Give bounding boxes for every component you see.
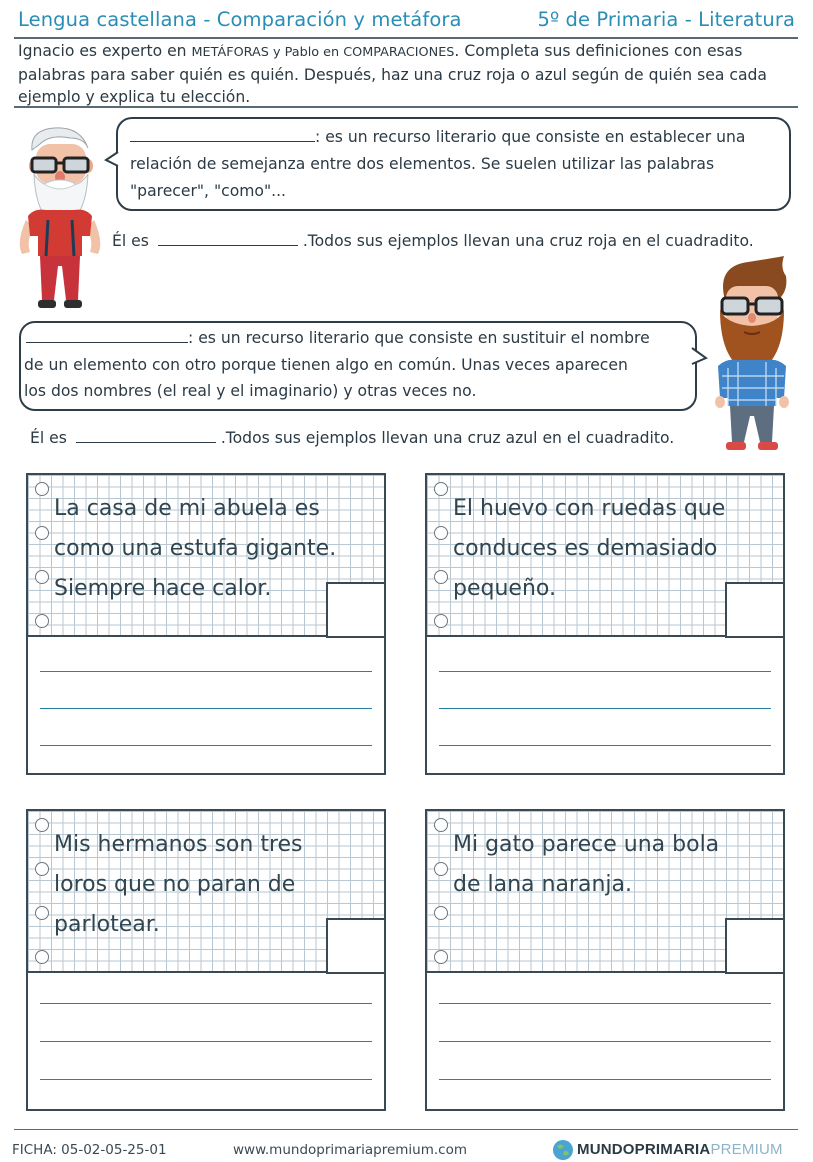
cross-checkbox[interactable] (326, 582, 386, 638)
ring-hole-icon (35, 526, 49, 540)
writing-line[interactable] (40, 1041, 372, 1042)
cross-checkbox[interactable] (725, 918, 785, 974)
answer-line-2 (30, 427, 674, 447)
instructions-text-2: . Completa sus definiciones con esas palabras para saber quién es quién. Después, haz una cruz roja o azul según de quién sea cada ejemplo y explica tu elección. (18, 42, 767, 106)
definition1-line2: relación de semejanza entre dos elementos. Se suelen utilizar las palabras (130, 155, 715, 173)
character2-name-blank[interactable] (76, 427, 216, 443)
example-text (54, 489, 372, 609)
example-line: Mis hermanos son tres (54, 832, 303, 857)
example-line: La casa de mi abuela es (54, 496, 320, 521)
definition2-line2: de un elemento con otro porque tienen algo en común. Unas veces aparecen (24, 356, 628, 374)
brand-mundo: MUNDO (577, 1141, 635, 1158)
definition1-line1 (130, 124, 745, 151)
ring-hole-icon (35, 818, 49, 832)
ring-hole-icon (434, 614, 448, 628)
writing-line[interactable] (40, 671, 372, 672)
bubble-tail-icon (104, 150, 120, 170)
ring-hole-icon (434, 950, 448, 964)
ring-hole-icon (35, 906, 49, 920)
example-line: Siempre hace calor. (54, 576, 272, 601)
el-es-label-1: Él es (112, 232, 149, 250)
instructions-comparaciones: COMPARACIONES (343, 45, 455, 60)
ring-hole-icon (434, 570, 448, 584)
ring-hole-icon (35, 862, 49, 876)
ring-hole-icon (35, 950, 49, 964)
writing-line[interactable] (439, 1079, 771, 1080)
grade-subject-label: 5º de Primaria - Literatura (537, 8, 795, 31)
example-line: Mi gato parece una bola (453, 832, 720, 857)
ring-hole-icon (434, 482, 448, 496)
definition2-line1 (26, 325, 650, 352)
instructions-divider (14, 106, 798, 108)
definition2-line1-text: : es un recurso literario que consiste en sustituir el nombre (188, 329, 650, 347)
example-text (54, 825, 372, 945)
writing-line[interactable] (439, 745, 771, 746)
writing-line[interactable] (439, 1003, 771, 1004)
example-card-2 (425, 473, 785, 775)
example-card-4 (425, 809, 785, 1111)
writing-line[interactable] (40, 1079, 372, 1080)
example-line: loros que no paran de (54, 872, 296, 897)
example-text (453, 825, 771, 905)
example-card-3 (26, 809, 386, 1111)
writing-line[interactable] (439, 671, 771, 672)
example-card-1 (26, 473, 386, 775)
example-line: parlotear. (54, 912, 160, 937)
website-link[interactable]: www.mundoprimariapremium.com (233, 1142, 467, 1158)
writing-line[interactable] (40, 708, 372, 709)
red-cross-instruction: .Todos sus ejemplos llevan una cruz roja en el cuadradito. (302, 232, 754, 250)
cross-checkbox[interactable] (725, 582, 785, 638)
instructions (18, 40, 798, 108)
writing-line[interactable] (40, 1003, 372, 1004)
ring-hole-icon (434, 526, 448, 540)
example-text (453, 489, 771, 609)
definition1-line3: "parecer", "como"... (130, 182, 287, 200)
example-line: como una estufa gigante. (54, 536, 337, 561)
definition2-answer-blank[interactable] (26, 327, 188, 343)
example-line: de lana naranja. (453, 872, 632, 897)
brand-primaria: PRIMARIA (634, 1141, 711, 1158)
example-line: pequeño. (453, 576, 556, 601)
ficha-code: FICHA: 05-02-05-25-01 (12, 1142, 167, 1158)
old-man-illustration (10, 124, 106, 316)
instructions-metaforas: METÁFORAS (191, 45, 269, 60)
worksheet-title: Lengua castellana - Comparación y metáfora (18, 8, 462, 31)
writing-line[interactable] (439, 1041, 771, 1042)
example-line: conduces es demasiado (453, 536, 718, 561)
ring-hole-icon (434, 906, 448, 920)
instructions-text-1: Ignacio es experto en (18, 42, 192, 60)
instructions-y-pablo-en: y Pablo en (268, 45, 344, 60)
example-line: El huevo con ruedas que (453, 496, 726, 521)
definition1-answer-blank[interactable] (130, 126, 315, 142)
header-divider (14, 37, 798, 39)
el-es-label-2: Él es (30, 429, 67, 447)
writing-line[interactable] (439, 708, 771, 709)
definition1-line1-text: : es un recurso literario que consiste en establecer una (315, 128, 746, 146)
answer-line-1 (112, 230, 754, 250)
brand-premium: PREMIUM (710, 1141, 783, 1158)
ring-hole-icon (434, 818, 448, 832)
ring-hole-icon (35, 570, 49, 584)
cross-checkbox[interactable] (326, 918, 386, 974)
globe-logo-icon (552, 1139, 574, 1161)
character1-name-blank[interactable] (158, 230, 298, 246)
blue-cross-instruction: .Todos sus ejemplos llevan una cruz azul en el cuadradito. (220, 429, 675, 447)
footer-divider (14, 1129, 798, 1130)
hipster-man-illustration (708, 256, 794, 452)
bubble-tail-icon (690, 346, 708, 368)
ring-hole-icon (35, 614, 49, 628)
brand-logo (577, 1141, 783, 1158)
ring-hole-icon (434, 862, 448, 876)
definition2-line3: los dos nombres (el real y el imaginario) y otras veces no. (24, 382, 477, 400)
ring-hole-icon (35, 482, 49, 496)
writing-line[interactable] (40, 745, 372, 746)
